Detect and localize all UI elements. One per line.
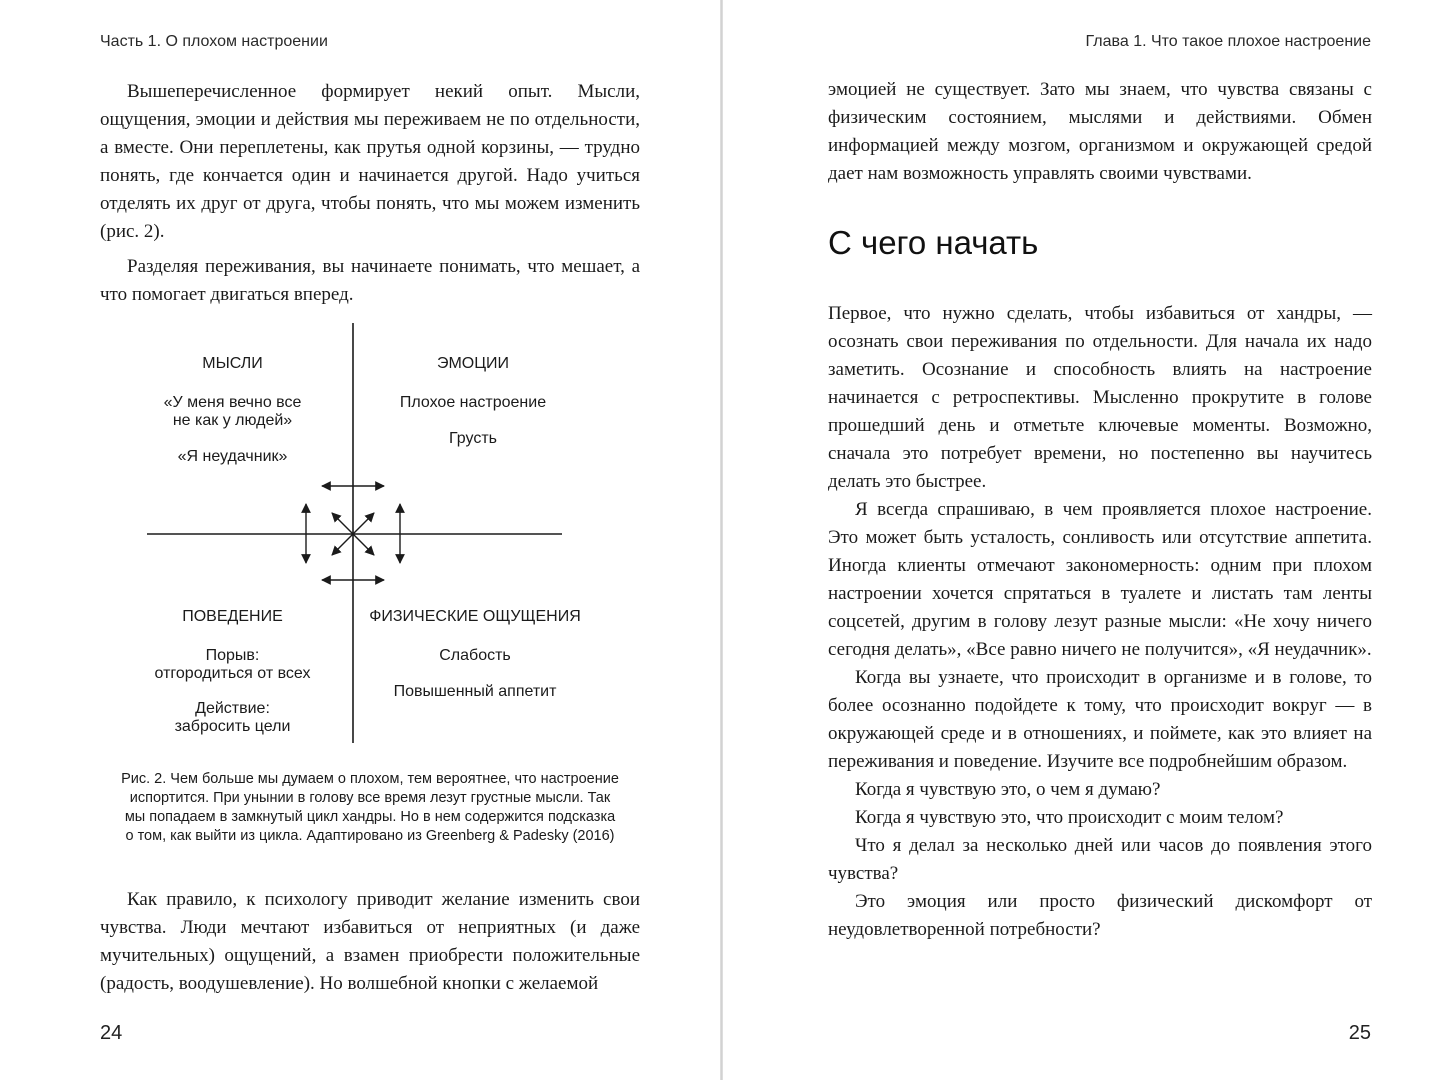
paragraph: Когда вы узнаете, что происходит в организме и в голове, то более осознанно подойдете к тому, что происходит вокруг — в окружающей среде и в отношениях, и поймете, как это влияет на переживания и поведение. Изучите все подробнейшим образом. xyxy=(828,667,1372,772)
quadrant-text: «У меня вечно все xyxy=(163,394,302,411)
quadrant-text: Грусть xyxy=(449,430,497,447)
quadrant-text: Слабость xyxy=(439,647,511,664)
left-body-bottom xyxy=(100,886,640,998)
quadrant-title: МЫСЛИ xyxy=(202,355,263,372)
quadrant-behavior xyxy=(140,608,325,736)
running-head-right: Глава 1. Что такое плохое настроение xyxy=(1085,33,1371,50)
running-head-left: Часть 1. О плохом настроении xyxy=(100,33,328,50)
quadrant-text: Действие: xyxy=(195,700,270,717)
quadrant-physical xyxy=(365,608,585,701)
caption-line: о том, как выйти из цикла. Адаптировано из Greenberg & Padesky (2016) xyxy=(125,828,615,844)
page-number-right: 25 xyxy=(1348,1022,1371,1044)
caption-line: мы попадаем в замкнутый цикл хандры. Но в нем содержится подсказка xyxy=(124,809,616,825)
paragraph: Как правило, к психологу приводит желание изменить свои чувства. Люди мечтают избавиться от неприятных (и даже мучительных) ощущений, а взамен приобрести положительные (радость, воодушевление). Но волшебной кнопки с желаемой xyxy=(100,889,640,994)
quadrant-text: не как у людей» xyxy=(172,412,293,429)
left-body-top xyxy=(100,78,640,309)
paragraph: Вышеперечисленное формирует некий опыт. Мысли, ощущения, эмоции и действия мы переживаем не по отдельности, а вместе. Они переплетены, как прутья одной корзины, — трудно понять, где кончается один и начинается другой. Надо учиться отделять их друг от друга, чтобы понять, что мы можем изменить (рис. 2). xyxy=(100,81,640,242)
quadrant-thoughts xyxy=(140,355,325,466)
quadrant-text: Плохое настроение xyxy=(399,394,547,411)
right-page xyxy=(722,0,1443,1080)
paragraph: Первое, что нужно сделать, чтобы избавиться от хандры, — осознать свои переживания по отдельности. Для начала их надо заметить. Осознание и способность влиять на настроение начинается с ретроспективы. Мысленно прокрутите в голове прошедший день и отметьте ключевые моменты. Возможно, сначала это потребует времени, но постепенно вы научитесь делать это быстрее. xyxy=(828,303,1372,492)
paragraph: Я всегда спрашиваю, в чем проявляется плохое настроение. Это может быть усталость, сонливость или отсутствие аппетита. Иногда клиенты отмечают закономерность: одним при плохом настроении хочется спрятаться в туалете и листать там ленты соцсетей, другим в голову лезут разные мысли: «Не хочу ничего сегодня делать», «Все равно ничего не получится», «Я неудачник». xyxy=(828,499,1372,660)
question: Когда я чувствую это, что происходит с моим телом? xyxy=(855,807,1284,828)
quadrant-text: Порыв: xyxy=(205,647,260,664)
question: Когда я чувствую это, о чем я думаю? xyxy=(855,779,1161,800)
paragraph: Разделяя переживания, вы начинаете понимать, что мешает, а что помогает двигаться вперед. xyxy=(100,256,640,305)
section-heading: С чего начать xyxy=(828,224,1039,261)
question: Это эмоция или просто физический дискомфорт от неудовлетворенной потребности? xyxy=(828,891,1372,940)
caption-line: Рис. 2. Чем больше мы думаем о плохом, тем вероятнее, что настроение xyxy=(121,771,619,787)
quadrant-title: ЭМОЦИИ xyxy=(436,355,510,372)
figure-caption xyxy=(100,770,640,846)
quadrant-text: отгородиться от всех xyxy=(154,665,311,682)
quadrant-text: забросить цели xyxy=(174,718,291,735)
caption-line: испортится. При унынии в голову все время лезут грустные мысли. Так xyxy=(129,790,611,806)
paragraph: эмоцией не существует. Зато мы знаем, что чувства связаны с физическим состоянием, мыслями и действиями. Обмен информацией между мозгом, организмом и окружающей средой дает нам возможность управлять своими чувствами. xyxy=(828,79,1372,184)
right-body-main xyxy=(828,300,1372,944)
quadrant-emotions xyxy=(378,355,568,448)
page-number-left: 24 xyxy=(100,1022,123,1044)
quadrant-title: ПОВЕДЕНИЕ xyxy=(182,608,283,625)
quadrant-title: ФИЗИЧЕСКИЕ ОЩУЩЕНИЯ xyxy=(369,608,581,625)
figure-diagram xyxy=(100,323,640,753)
question: Что я делал за несколько дней или часов до появления этого чувства? xyxy=(828,835,1372,884)
quadrant-text: Повышенный аппетит xyxy=(393,683,557,700)
quadrant-text: «Я неудачник» xyxy=(177,448,288,465)
right-body-top xyxy=(828,76,1372,188)
